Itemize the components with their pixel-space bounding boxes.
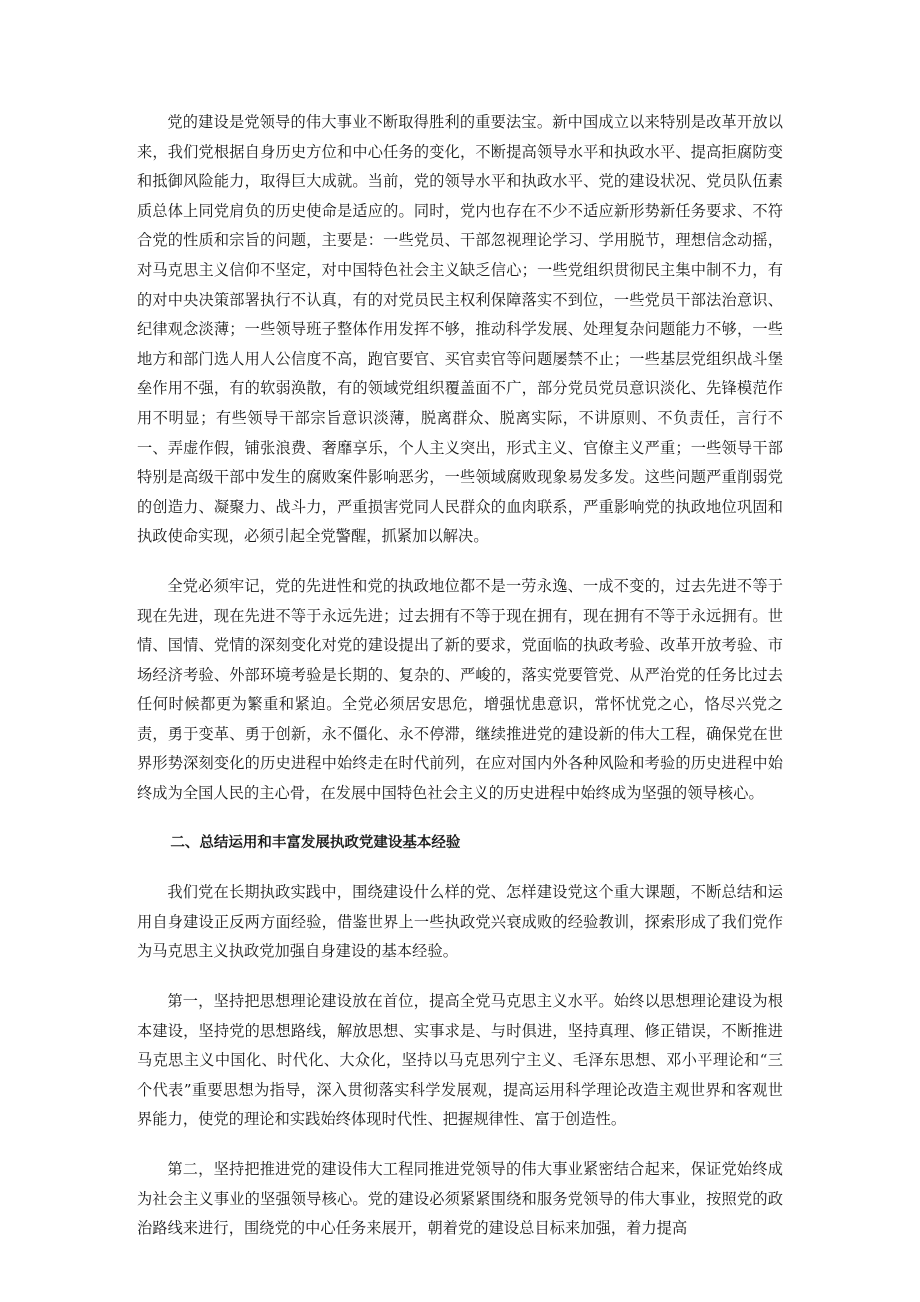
section-heading: 二、总结运用和丰富发展执政党建设基本经验 <box>170 834 461 851</box>
paragraph-point-one: 第一，坚持把思想理论建设放在首位，提高全党马克思主义水平。始终以思想理论建设为根本建设，坚持党的思想路线，解放思想、实事求是、与时俱进，坚持真理、修正错误，不断推进马克思主义中国化、时代化、大众化，坚持以马克思列宁主义、毛泽东思想、邓小平理论和“三个代表”重要思想为指导，深入贯彻落实科学发展观，提高运用科学理论改造主观世界和客观世界能力，使党的理论和实践始终体现时代性、把握规律性、富于创造性。 <box>137 992 783 1129</box>
document-page <box>137 108 783 1264</box>
paragraph-party-building-achievements: 党的建设是党领导的伟大事业不断取得胜利的重要法宝。新中国成立以来特别是改革开放以来，我们党根据自身历史方位和中心任务的变化，不断提高领导水平和执政水平、提高拒腐防变和抵御风险能力，取得巨大成就。当前，党的领导水平和执政水平、党的建设状况、党员队伍素质总体上同党肩负的历史使命是适应的。同时，党内也存在不少不适应新形势新任务要求、不符合党的性质和宗旨的问题，主要是：一些党员、干部忽视理论学习、学用脱节，理想信念动摇，对马克思主义信仰不坚定，对中国特色社会主义缺乏信心；一些党组织贯彻民主集中制不力，有的对中央决策部署执行不认真，有的对党员民主权利保障落实不到位，一些党员干部法治意识、纪律观念淡薄；一些领导班子整体作用发挥不够，推动科学发展、处理复杂问题能力不够，一些地方和部门选人用人公信度不高，跑官要官、买官卖官等问题屡禁不止；一些基层党组织战斗堡垒作用不强，有的软弱涣散，有的领域党组织覆盖面不广，部分党员党员意识淡化、先锋模范作用不明显；有些领导干部宗旨意识淡薄，脱离群众、脱离实际，不讲原则、不负责任，言行不一、弄虚作假，铺张浪费、奢靡享乐，个人主义突出，形式主义、官僚主义严重；一些领导干部特别是高级干部中发生的腐败案件影响恶劣，一些领域腐败现象易发多发。这些问题严重削弱党的创造力、凝聚力、战斗力，严重损害党同人民群众的血肉联系，严重影响党的执政地位巩固和执政使命实现，必须引起全党警醒，抓紧加以解决。 <box>137 113 783 546</box>
paragraph-basic-experience-intro: 我们党在长期执政实践中，围绕建设什么样的党、怎样建设党这个重大课题，不断总结和运用自身建设正反两方面经验，借鉴世界上一些执政党兴衰成败的经验教训，探索形成了我们党作为马克思主义执政党加强自身建设的基本经验。 <box>137 883 783 961</box>
paragraph-vigilance: 全党必须牢记，党的先进性和党的执政地位都不是一劳永逸、一成不变的，过去先进不等于现在先进，现在先进不等于永远先进；过去拥有不等于现在拥有，现在拥有不等于永远拥有。世情、国情、党情的深刻变化对党的建设提出了新的要求，党面临的执政考验、改革开放考验、市场经济考验、外部环境考验是长期的、复杂的、严峻的，落实党要管党、从严治党的任务比过去任何时候都更为繁重和紧迫。全党必须居安思危，增强忧患意识，常怀忧党之心，恪尽兴党之责，勇于变革、勇于创新，永不僵化、永不停滞，继续推进党的建设新的伟大工程，确保党在世界形势深刻变化的历史进程中始终走在时代前列，在应对国内外各种风险和考验的历史进程中始终成为全国人民的主心骨，在发展中国特色社会主义的历史进程中始终成为坚强的领导核心。 <box>137 576 783 803</box>
paragraph-point-two: 第二，坚持把推进党的建设伟大工程同推进党领导的伟大事业紧密结合起来，保证党始终成为社会主义事业的坚强领导核心。党的建设必须紧紧围绕和服务党领导的伟大事业，按照党的政治路线来进行，围绕党的中心任务来展开，朝着党的建设总目标来加强，着力提高 <box>137 1160 783 1238</box>
